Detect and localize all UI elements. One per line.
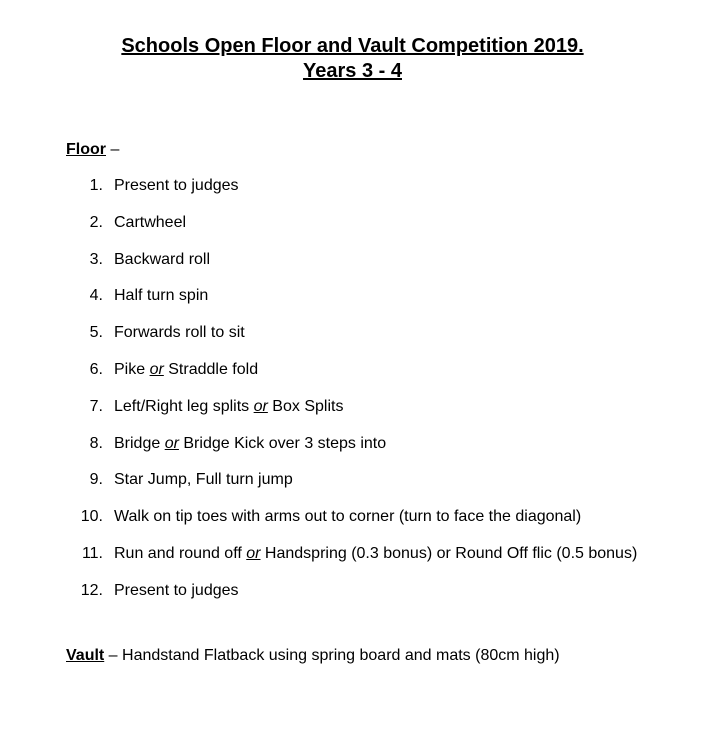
list-item-text [114, 507, 581, 527]
list-item-text [114, 360, 258, 380]
list-item-text-part: Bridge Kick over 3 steps into [178, 435, 387, 452]
list-item-text-part: Left/Right leg splits [114, 398, 254, 415]
vault-heading [66, 646, 560, 666]
list-item-text-part: Bridge [114, 435, 165, 452]
list-item-number: 11. [81, 545, 103, 562]
list-item-text [114, 581, 239, 601]
list-item-number: 5. [89, 324, 103, 341]
list-item-number: 4. [89, 287, 103, 304]
list-item-text-part: Present to judges [114, 582, 239, 599]
list-item-text-part: Forwards roll to sit [114, 324, 245, 341]
or-emphasis: or [149, 361, 164, 378]
list-item-text [114, 286, 208, 306]
vault-description: – Handstand Flatback using spring board and mats (80cm high) [104, 647, 560, 664]
or-emphasis: or [164, 435, 179, 452]
list-item-number: 12. [80, 582, 103, 599]
list-item-text-part: Star Jump, Full turn jump [114, 471, 293, 488]
or-emphasis: or [246, 545, 261, 562]
list-item-number: 9. [89, 471, 103, 488]
list-item-text-part: Handspring (0.3 bonus) or Round Off flic (0.5 bonus) [260, 545, 638, 562]
list-item-number: 10. [80, 508, 103, 525]
list-item-number: 6. [89, 361, 103, 378]
list-item-number: 1. [89, 177, 103, 194]
list-item-number: 3. [89, 251, 103, 268]
list-item-number: 7. [89, 398, 103, 415]
floor-heading-dash: – [106, 141, 120, 158]
list-item-text-part: Walk on tip toes with arms out to corner (turn to face the diagonal) [114, 508, 582, 525]
vault-heading-label: Vault [66, 647, 105, 664]
list-item-text-part: Present to judges [114, 177, 239, 194]
list-item-text-part: Cartwheel [114, 214, 187, 231]
list-item-text [114, 176, 239, 196]
list-item-text [114, 470, 293, 490]
list-item-text-part: Run and round off [114, 545, 247, 562]
list-item-text-part: Pike [114, 361, 150, 378]
list-item-number: 2. [89, 214, 103, 231]
list-item-text-part: Straddle fold [163, 361, 259, 378]
list-item-text [114, 434, 386, 454]
list-item-text [114, 213, 186, 233]
list-item-number: 8. [89, 435, 103, 452]
page-subtitle: Years 3 - 4 [303, 60, 402, 82]
list-item-text [114, 250, 210, 270]
list-item-text [114, 544, 637, 564]
list-item-text [114, 397, 343, 417]
list-item-text [114, 323, 245, 343]
floor-heading [66, 140, 119, 160]
page-title: Schools Open Floor and Vault Competition 2019. [121, 35, 584, 57]
list-item-text-part: Box Splits [267, 398, 344, 415]
list-item-text-part: Backward roll [114, 251, 211, 268]
floor-heading-label: Floor [66, 141, 106, 158]
or-emphasis: or [253, 398, 268, 415]
list-item-text-part: Half turn spin [114, 287, 209, 304]
